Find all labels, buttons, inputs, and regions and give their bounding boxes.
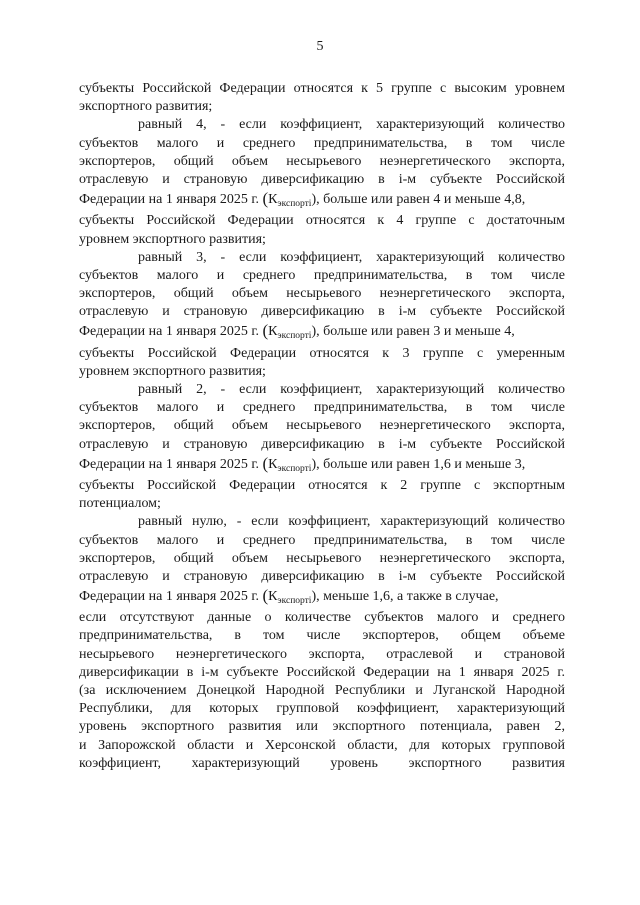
formula-subscript: экспортi bbox=[277, 199, 312, 210]
text-line: Республики, для которых групповой коэффициент, характеризующий bbox=[79, 701, 565, 717]
text-line: экспортеров, общий объем несырьевого неэнергетического экспорта, bbox=[79, 153, 565, 169]
text-line: равный 2, - если коэффициент, характеризующий количество bbox=[138, 382, 565, 397]
paragraph bbox=[79, 513, 565, 607]
formula-symbol: К bbox=[268, 589, 278, 605]
text-fragment: ), меньше 1,6, а также в случае, bbox=[311, 589, 499, 605]
paragraph bbox=[79, 80, 565, 116]
formula-line bbox=[79, 586, 565, 607]
text-line: равный 3, - если коэффициент, характеризующий количество bbox=[138, 249, 565, 265]
text-line: равный 4, - если коэффициент, характеризующий количество bbox=[138, 117, 565, 133]
text-fragment: Федерации на 1 января 2025 г. bbox=[79, 589, 259, 605]
text-line: уровнем экспортного развития; bbox=[79, 231, 266, 247]
formula-symbol: К bbox=[268, 456, 278, 472]
document-body bbox=[79, 80, 565, 773]
text-line: отраслевую и страновую диверсификацию в i-м субъекте Российской bbox=[79, 304, 565, 320]
paragraph bbox=[79, 345, 565, 381]
page-number: 5 bbox=[316, 39, 324, 54]
text-line: коэффициент, характеризующий уровень экспортного развития bbox=[79, 755, 565, 771]
paragraph bbox=[79, 212, 565, 248]
text-fragment: Федерации на 1 января 2025 г. bbox=[79, 324, 259, 340]
text-line: субъектов малого и среднего предпринимательства, в том числе bbox=[79, 400, 565, 416]
paragraph bbox=[79, 609, 565, 773]
text-fragment: ), больше или равен 4 и меньше 4,8, bbox=[311, 192, 526, 208]
text-line: субъекты Российской Федерации относятся к 4 группе с достаточным bbox=[79, 213, 565, 229]
text-line: потенциалом; bbox=[79, 496, 161, 512]
text-fragment: ), больше или равен 3 и меньше 4, bbox=[311, 324, 515, 340]
text-line: субъектов малого и среднего предпринимательства, в том числе bbox=[79, 135, 565, 151]
text-line: экспортеров, общий объем несырьевого неэнергетического экспорта, bbox=[79, 550, 565, 566]
open-paren: ( bbox=[262, 586, 269, 606]
text-line: субъекты Российской Федерации относятся к 3 группе с умеренным bbox=[79, 345, 565, 361]
formula-symbol: К bbox=[268, 192, 278, 208]
text-line: субъектов малого и среднего предпринимательства, в том числе bbox=[79, 532, 565, 548]
formula-subscript: экспортi bbox=[277, 331, 312, 342]
text-line: если отсутствуют данные о количестве субъектов малого и среднего bbox=[79, 610, 565, 626]
open-paren: ( bbox=[262, 189, 269, 209]
text-fragment: Федерации на 1 января 2025 г. bbox=[79, 456, 259, 472]
text-line: (за исключением Донецкой Народной Республики и Луганской Народной bbox=[79, 683, 565, 698]
text-line: субъекты Российской Федерации относятся к 2 группе с экспортным bbox=[79, 477, 565, 493]
text-line: предпринимательства, в том числе экспортеров, общем объеме bbox=[79, 628, 565, 644]
paragraph bbox=[79, 477, 565, 513]
formula-line bbox=[79, 189, 565, 210]
paragraph bbox=[79, 249, 565, 340]
formula-line bbox=[79, 321, 565, 342]
paragraph bbox=[79, 116, 565, 210]
text-line: и Запорожской области и Херсонской области, для которых групповой bbox=[79, 737, 565, 753]
formula-symbol: К bbox=[268, 324, 278, 340]
text-fragment: ), больше или равен 1,6 и меньше 3, bbox=[311, 456, 526, 472]
text-line: равный нулю, - если коэффициент, характеризующий количество bbox=[138, 514, 565, 530]
paragraph bbox=[79, 381, 565, 472]
text-line: субъектов малого и среднего предпринимательства, в том числе bbox=[79, 267, 565, 283]
text-line: диверсификации в i-м субъекте Российской Федерации на 1 января 2025 г. bbox=[79, 664, 565, 680]
open-paren: ( bbox=[262, 453, 269, 473]
formula-subscript: экспортi bbox=[277, 463, 312, 474]
text-line: отраслевую и страновую диверсификацию в i-м субъекте Российской bbox=[79, 436, 565, 452]
formula-line bbox=[79, 454, 565, 472]
text-line: экспортеров, общий объем несырьевого неэнергетического экспорта, bbox=[79, 286, 565, 302]
text-line: экспортеров, общий объем несырьевого неэнергетического экспорта, bbox=[79, 418, 565, 434]
text-line: субъекты Российской Федерации относятся к 5 группе с высоким уровнем bbox=[79, 81, 565, 96]
text-line: уровень экспортного развития или экспортного потенциала, равен 2, bbox=[79, 719, 565, 735]
open-paren: ( bbox=[262, 321, 269, 341]
text-line: уровнем экспортного развития; bbox=[79, 363, 266, 379]
formula-subscript: экспортi bbox=[277, 596, 312, 607]
text-line: несырьевого неэнергетического экспорта, отраслевой и страновой bbox=[79, 646, 565, 662]
text-line: отраслевую и страновую диверсификацию в i-м субъекте Российской bbox=[79, 568, 565, 584]
text-fragment: Федерации на 1 января 2025 г. bbox=[79, 192, 259, 208]
text-line: отраслевую и страновую диверсификацию в i-м субъекте Российской bbox=[79, 171, 565, 187]
text-line: экспортного развития; bbox=[79, 99, 213, 115]
